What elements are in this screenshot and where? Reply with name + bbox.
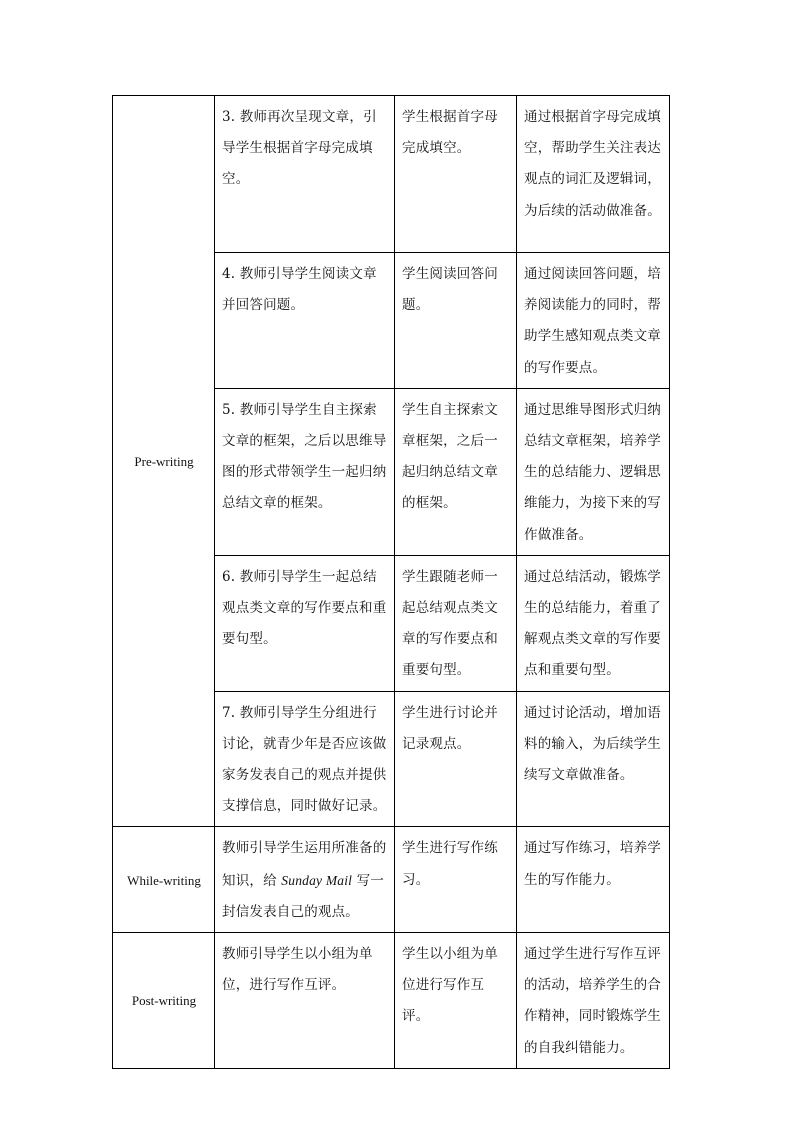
student-activity-cell: 学生进行讨论并记录观点。 <box>395 691 517 827</box>
purpose-cell: 通过根据首字母完成填空，帮助学生关注表达观点的词汇及逻辑词，为后续的活动做准备。 <box>517 96 670 253</box>
stage-label-pre-writing: Pre-writing <box>113 96 215 827</box>
teacher-activity-cell: 7. 教师引导学生分组进行讨论，就青少年是否应该做家务发表自己的观点并提供支撑信息，同时做好记录。 <box>215 691 395 827</box>
newspaper-title: Sunday Mail <box>281 872 353 888</box>
student-activity-cell: 学生阅读回答问题。 <box>395 253 517 389</box>
purpose-cell: 通过总结活动，锻炼学生的总结能力，着重了解观点类文章的写作要点和重要句型。 <box>517 555 670 691</box>
stage-label-post-writing: Post-writing <box>113 933 215 1069</box>
purpose-cell: 通过学生进行写作互评的活动，培养学生的合作精神，同时锻炼学生的自我纠错能力。 <box>517 933 670 1069</box>
purpose-cell: 通过阅读回答问题，培养阅读能力的同时，帮助学生感知观点类文章的写作要点。 <box>517 253 670 389</box>
student-activity-cell: 学生自主探索文章框架，之后一起归纳总结文章的框架。 <box>395 388 517 555</box>
purpose-cell: 通过讨论活动，增加语料的输入，为后续学生续写文章做准备。 <box>517 691 670 827</box>
lesson-plan-table <box>112 95 670 1069</box>
table-row <box>113 96 670 253</box>
table-row <box>113 933 670 1069</box>
student-activity-cell: 学生根据首字母完成填空。 <box>395 96 517 253</box>
teacher-activity-cell <box>215 827 395 933</box>
table-row <box>113 827 670 933</box>
teacher-activity-cell: 6. 教师引导学生一起总结观点类文章的写作要点和重要句型。 <box>215 555 395 691</box>
student-activity-cell: 学生进行写作练习。 <box>395 827 517 933</box>
student-activity-cell: 学生以小组为单位进行写作互评。 <box>395 933 517 1069</box>
student-activity-cell: 学生跟随老师一起总结观点类文章的写作要点和重要句型。 <box>395 555 517 691</box>
purpose-cell: 通过写作练习，培养学生的写作能力。 <box>517 827 670 933</box>
stage-label-while-writing: While-writing <box>113 827 215 933</box>
teacher-activity-cell: 4. 教师引导学生阅读文章并回答问题。 <box>215 253 395 389</box>
teacher-text-part: 写一封信发表自己的观点。 <box>222 872 385 920</box>
teacher-text-part: 教师引导学生运用所准备的知识，给 <box>222 840 387 889</box>
teacher-activity-cell: 3. 教师再次呈现文章，引导学生根据首字母完成填空。 <box>215 96 395 253</box>
teacher-activity-cell: 教师引导学生以小组为单位，进行写作互评。 <box>215 933 395 1069</box>
purpose-cell: 通过思维导图形式归纳总结文章框架，培养学生的总结能力、逻辑思维能力，为接下来的写作做准备。 <box>517 388 670 555</box>
teacher-activity-cell: 5. 教师引导学生自主探索文章的框架，之后以思维导图的形式带领学生一起归纳总结文章的框架。 <box>215 388 395 555</box>
